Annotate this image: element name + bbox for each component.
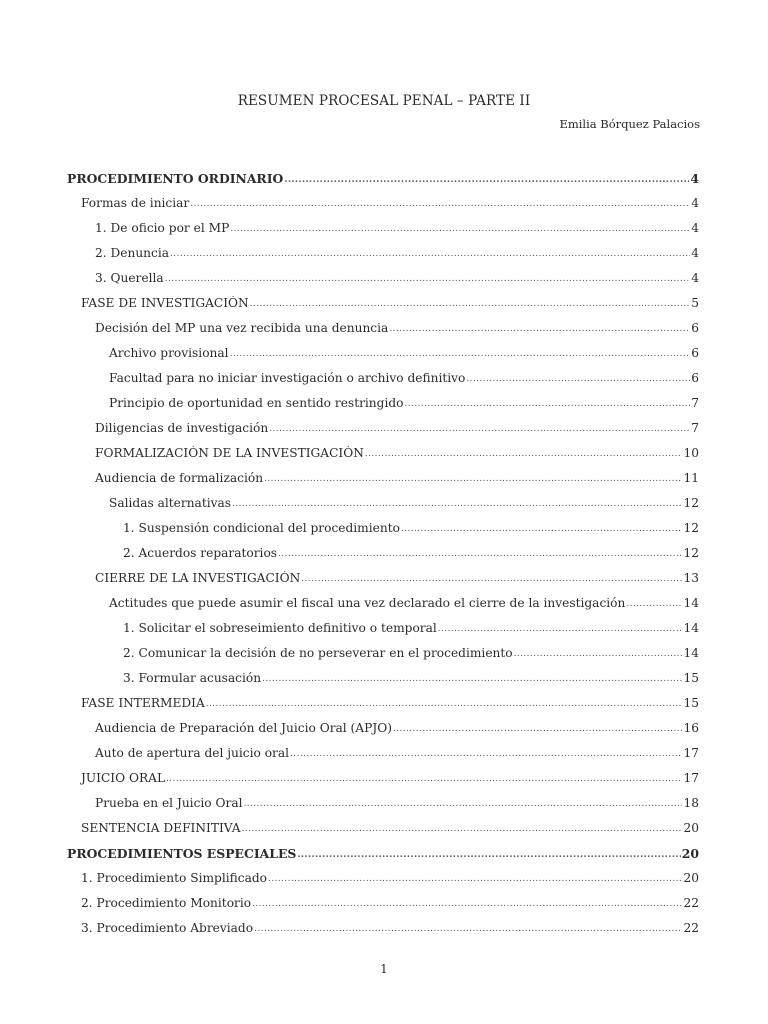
toc-entry-page[interactable]: 11 <box>683 471 699 485</box>
toc-entry-page[interactable]: 10 <box>683 446 699 460</box>
toc-entry[interactable] <box>67 871 699 896</box>
toc-entry-page[interactable]: 12 <box>683 546 699 560</box>
toc-dot-leader <box>438 624 683 634</box>
toc-entry[interactable] <box>67 221 699 246</box>
toc-dot-leader <box>514 649 683 659</box>
toc-dot-leader <box>626 599 682 609</box>
toc-entry-label[interactable]: 1. Suspensión condicional del procedimiento <box>123 521 400 535</box>
toc-entry[interactable] <box>67 421 699 446</box>
toc-entry-label[interactable]: SENTENCIA DEFINITIVA <box>81 821 241 835</box>
toc-dot-leader <box>290 749 682 759</box>
toc-dot-leader <box>254 924 682 934</box>
toc-entry-label[interactable]: JUICIO ORAL <box>81 771 166 785</box>
toc-entry-page[interactable]: 13 <box>683 571 699 585</box>
toc-dot-leader <box>405 399 691 409</box>
toc-entry-page[interactable]: 17 <box>683 746 699 760</box>
toc-entry[interactable] <box>67 921 699 946</box>
toc-entry-page[interactable]: 12 <box>683 521 699 535</box>
toc-entry-label[interactable]: 3. Formular acusación <box>123 671 262 685</box>
toc-entry-label[interactable]: PROCEDIMIENTOS ESPECIALES <box>67 846 297 861</box>
toc-entry[interactable] <box>67 346 699 371</box>
toc-entry-label[interactable]: Actitudes que puede asumir el fiscal una vez declarado el cierre de la investigación <box>109 596 626 610</box>
toc-entry-label[interactable]: CIERRE DE LA INVESTIGACIÓN <box>95 571 301 585</box>
toc-dot-leader <box>242 824 683 834</box>
toc-entry[interactable] <box>67 546 699 571</box>
toc-entry[interactable] <box>67 671 699 696</box>
toc-entry-page[interactable]: 4 <box>691 246 699 260</box>
toc-dot-leader <box>393 724 683 734</box>
toc-dot-leader <box>278 549 682 559</box>
toc-entry[interactable] <box>67 821 699 846</box>
toc-dot-leader <box>297 850 680 860</box>
toc-entry-page[interactable]: 7 <box>691 421 699 435</box>
toc-entry-label[interactable]: 2. Denuncia <box>95 246 170 260</box>
toc-entry-label[interactable]: 1. Procedimiento Simplificado <box>81 871 267 885</box>
toc-entry-label[interactable]: Prueba en el Juicio Oral <box>95 796 243 810</box>
toc-entry-label[interactable]: FASE INTERMEDIA <box>81 696 205 710</box>
toc-dot-leader <box>165 274 691 284</box>
toc-entry[interactable] <box>67 771 699 796</box>
toc-dot-leader <box>264 474 682 484</box>
toc-entry-label[interactable]: Audiencia de formalización <box>95 471 264 485</box>
toc-dot-leader <box>190 199 690 209</box>
toc-dot-leader <box>230 349 691 359</box>
toc-dot-leader <box>389 324 690 334</box>
toc-entry-page[interactable]: 4 <box>691 271 699 285</box>
toc-entry-page[interactable]: 16 <box>683 721 699 735</box>
toc-entry[interactable] <box>67 296 699 321</box>
table-of-contents <box>67 171 699 946</box>
toc-entry-page[interactable]: 4 <box>690 171 699 186</box>
toc-entry-page[interactable]: 18 <box>683 796 699 810</box>
toc-entry-page[interactable]: 5 <box>691 296 699 310</box>
toc-entry-page[interactable]: 12 <box>683 496 699 510</box>
toc-dot-leader <box>401 524 683 534</box>
toc-dot-leader <box>230 224 690 234</box>
toc-dot-leader <box>269 424 690 434</box>
toc-entry-label[interactable]: FORMALIZACIÓN DE LA INVESTIGACIÓN <box>95 446 364 460</box>
toc-entry-page[interactable]: 14 <box>683 646 699 660</box>
toc-entry-label[interactable]: 2. Procedimiento Monitorio <box>81 896 252 910</box>
toc-entry[interactable] <box>67 246 699 271</box>
toc-entry[interactable] <box>67 521 699 546</box>
toc-entry-page[interactable]: 6 <box>691 371 699 385</box>
toc-entry-label[interactable]: 3. Procedimiento Abreviado <box>81 921 254 935</box>
toc-entry[interactable] <box>67 621 699 646</box>
toc-entry[interactable] <box>67 371 699 396</box>
toc-entry[interactable] <box>67 896 699 921</box>
toc-entry-page[interactable]: 6 <box>691 346 699 360</box>
toc-entry-page[interactable]: 22 <box>683 921 699 935</box>
toc-entry-label[interactable]: Archivo provisional <box>109 346 229 360</box>
toc-entry-page[interactable]: 7 <box>691 396 699 410</box>
toc-dot-leader <box>252 899 682 909</box>
toc-entry[interactable] <box>67 571 699 596</box>
toc-entry[interactable] <box>67 196 699 221</box>
toc-entry-label[interactable]: 1. Solicitar el sobreseimiento definitivo o temporal <box>123 621 437 635</box>
toc-entry-label[interactable]: 2. Acuerdos reparatorios <box>123 546 278 560</box>
toc-dot-leader <box>262 674 682 684</box>
toc-entry-label[interactable]: Principio de oportunidad en sentido restringido <box>109 396 404 410</box>
toc-entry-page[interactable]: 17 <box>683 771 699 785</box>
toc-dot-leader <box>284 175 689 185</box>
toc-entry-label[interactable]: FASE DE INVESTIGACIÓN <box>81 296 249 310</box>
toc-dot-leader <box>250 299 691 309</box>
toc-entry-page[interactable]: 14 <box>683 596 699 610</box>
toc-entry-label[interactable]: 3. Querella <box>95 271 164 285</box>
toc-dot-leader <box>268 874 682 884</box>
toc-entry-label[interactable]: 2. Comunicar la decisión de no perseverar en el procedimiento <box>123 646 513 660</box>
toc-entry[interactable] <box>67 596 699 621</box>
toc-dot-leader <box>365 449 683 459</box>
document-title: RESUMEN PROCESAL PENAL – PARTE II <box>237 93 531 109</box>
toc-entry-label[interactable]: Salidas alternativas <box>109 496 232 510</box>
toc-entry-label[interactable]: Facultad para no iniciar investigación o archivo definitivo <box>109 371 466 385</box>
toc-entry[interactable] <box>67 646 699 671</box>
toc-dot-leader <box>244 799 683 809</box>
toc-dot-leader <box>232 499 682 509</box>
document-author: Emilia Bórquez Palacios <box>559 117 700 131</box>
toc-dot-leader <box>466 374 690 384</box>
toc-entry[interactable] <box>67 271 699 296</box>
toc-entry[interactable] <box>67 446 699 471</box>
toc-entry-page[interactable]: 4 <box>691 221 699 235</box>
toc-entry-page[interactable]: 20 <box>683 821 699 835</box>
toc-entry[interactable] <box>67 471 699 496</box>
toc-entry[interactable] <box>67 721 699 746</box>
toc-entry[interactable] <box>67 496 699 521</box>
toc-dot-leader <box>170 249 690 259</box>
toc-entry-label[interactable]: Diligencias de investigación <box>95 421 269 435</box>
toc-entry-label[interactable]: Auto de apertura del juicio oral <box>95 746 290 760</box>
toc-entry-label[interactable]: PROCEDIMIENTO ORDINARIO <box>67 171 284 186</box>
toc-entry[interactable] <box>67 846 699 871</box>
toc-dot-leader <box>206 699 683 709</box>
toc-dot-leader <box>166 774 682 784</box>
toc-entry-page[interactable]: 15 <box>683 671 699 685</box>
toc-dot-leader <box>301 574 682 584</box>
toc-entry-page[interactable]: 4 <box>691 196 699 210</box>
toc-entry[interactable] <box>67 746 699 771</box>
toc-entry[interactable] <box>67 171 699 196</box>
toc-entry-label[interactable]: Decisión del MP una vez recibida una denuncia <box>95 321 389 335</box>
toc-entry[interactable] <box>67 796 699 821</box>
toc-entry-page[interactable]: 20 <box>683 871 699 885</box>
toc-entry[interactable] <box>67 696 699 721</box>
page-number: 1 <box>380 962 388 976</box>
toc-entry[interactable] <box>67 396 699 421</box>
toc-entry-page[interactable]: 6 <box>691 321 699 335</box>
toc-entry-page[interactable]: 14 <box>683 621 699 635</box>
toc-entry-label[interactable]: Audiencia de Preparación del Juicio Oral (APJO) <box>95 721 392 735</box>
toc-entry-page[interactable]: 20 <box>681 846 699 861</box>
toc-entry-label[interactable]: 1. De oficio por el MP <box>95 221 230 235</box>
toc-entry[interactable] <box>67 321 699 346</box>
toc-entry-page[interactable]: 22 <box>683 896 699 910</box>
toc-entry-page[interactable]: 15 <box>683 696 699 710</box>
toc-entry-label[interactable]: Formas de iniciar <box>81 196 190 210</box>
